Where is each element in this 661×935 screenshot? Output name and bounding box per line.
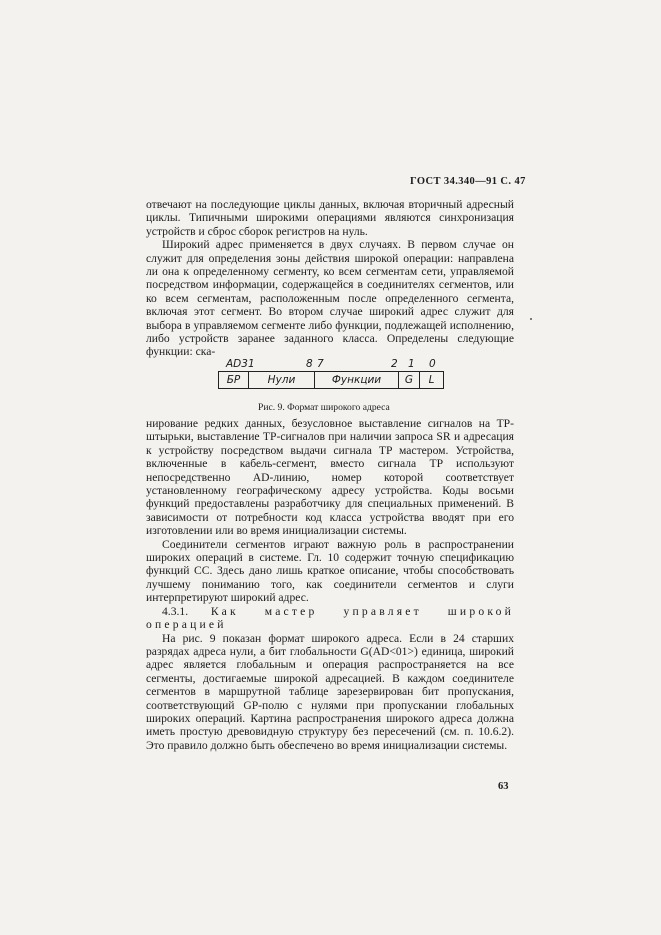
field-functions: Функции	[315, 372, 399, 388]
section-title: Как мастер управляет широкой операцией	[146, 604, 514, 632]
paragraph: Широкий адрес применяется в двух случаях. В первом случае он служит для определения зоны действия широкой операции: направлена ли она к определенному сегменту, ко всем сегментам сети, управляемой посредством информации, содержащейся в соединителях сегментов, или ко всем сегментам, расположенным после определенного сегмента, включая этот сегмент. Во втором случае широкий адрес служит для выбора в управляемом сегменте либо функции, подлежащей исполнению, либо устройств заранее заданного класса. Определены следующие функции: ска-	[146, 238, 514, 359]
field-g: G	[399, 372, 420, 388]
figure-caption: Рис. 9. Формат широкого адреса	[258, 402, 390, 413]
address-format-figure	[218, 358, 448, 392]
bit-label-8: 8	[306, 358, 313, 370]
paragraph: отвечают на последующие циклы данных, включая вторичный адресный циклы. Типичными широкими операциями являются синхронизация устройств и сброс сборок регистров на нуль.	[146, 198, 514, 238]
section-heading	[146, 605, 514, 632]
bit-label-31: AD31	[226, 358, 255, 370]
field-bp: БР	[219, 372, 249, 388]
page-header: ГОСТ 34.340—91 С. 47	[410, 176, 526, 187]
section-number: 4.3.1.	[162, 604, 189, 618]
bit-label-1: 1	[408, 358, 415, 370]
page-number: 63	[498, 781, 509, 792]
paragraph: Соединители сегментов играют важную роль в распространении широких операций в системе. Гл. 10 содержит точную спецификацию функций СС. Здесь дано лишь краткое описание, чтобы способствовать лучшему пониманию того, как соединители сегментов и слуги интерпретируют широкий адрес.	[146, 537, 514, 605]
bit-label-2: 2	[391, 358, 398, 370]
field-l: L	[428, 374, 435, 386]
scan-speck	[530, 318, 532, 320]
text-block-top	[146, 198, 514, 359]
address-register	[218, 371, 444, 389]
paragraph: нирование редких данных, безусловное выставление сигналов на TP-штырьки, выставление TP-сигналов при наличии запроса SR и адресация к устройству посредством выдачи сигнала TP мастером. Устройства, включенные в кабель-сегмент, вместо сигнала TP используют непосредственно AD-линию, номер которой соответствует установленному географическому адресу устройства. Коды восьми функций предоставлены разработчику для специальных применений. В зависимости от потребности код класса устройства вводят при его изготовлении или во время инициализации системы.	[146, 417, 514, 538]
field-zeros: Нули	[249, 372, 315, 388]
paragraph: На рис. 9 показан формат широкого адреса. Если в 24 старших разрядах адреса нули, а бит глобальности G(AD<01>) единица, широкий адрес является глобальным и операция распространяется на все сегменты, достигаемые широкой адресацией. В каждом соединителе сегментов в маршрутной таблице зарезервирован бит пропускания, соответствующий GP-полю с нулями при пропускании глобальных широких операций. Картина распространения широкого адреса должна иметь простую древовидную структуру без пересечений (см. п. 10.6.2). Это правило должно быть обеспечено во время инициализации системы.	[146, 631, 514, 752]
bit-label-0: 0	[429, 358, 436, 370]
bit-label-7: 7	[317, 358, 324, 370]
text-block-bottom	[146, 417, 514, 752]
